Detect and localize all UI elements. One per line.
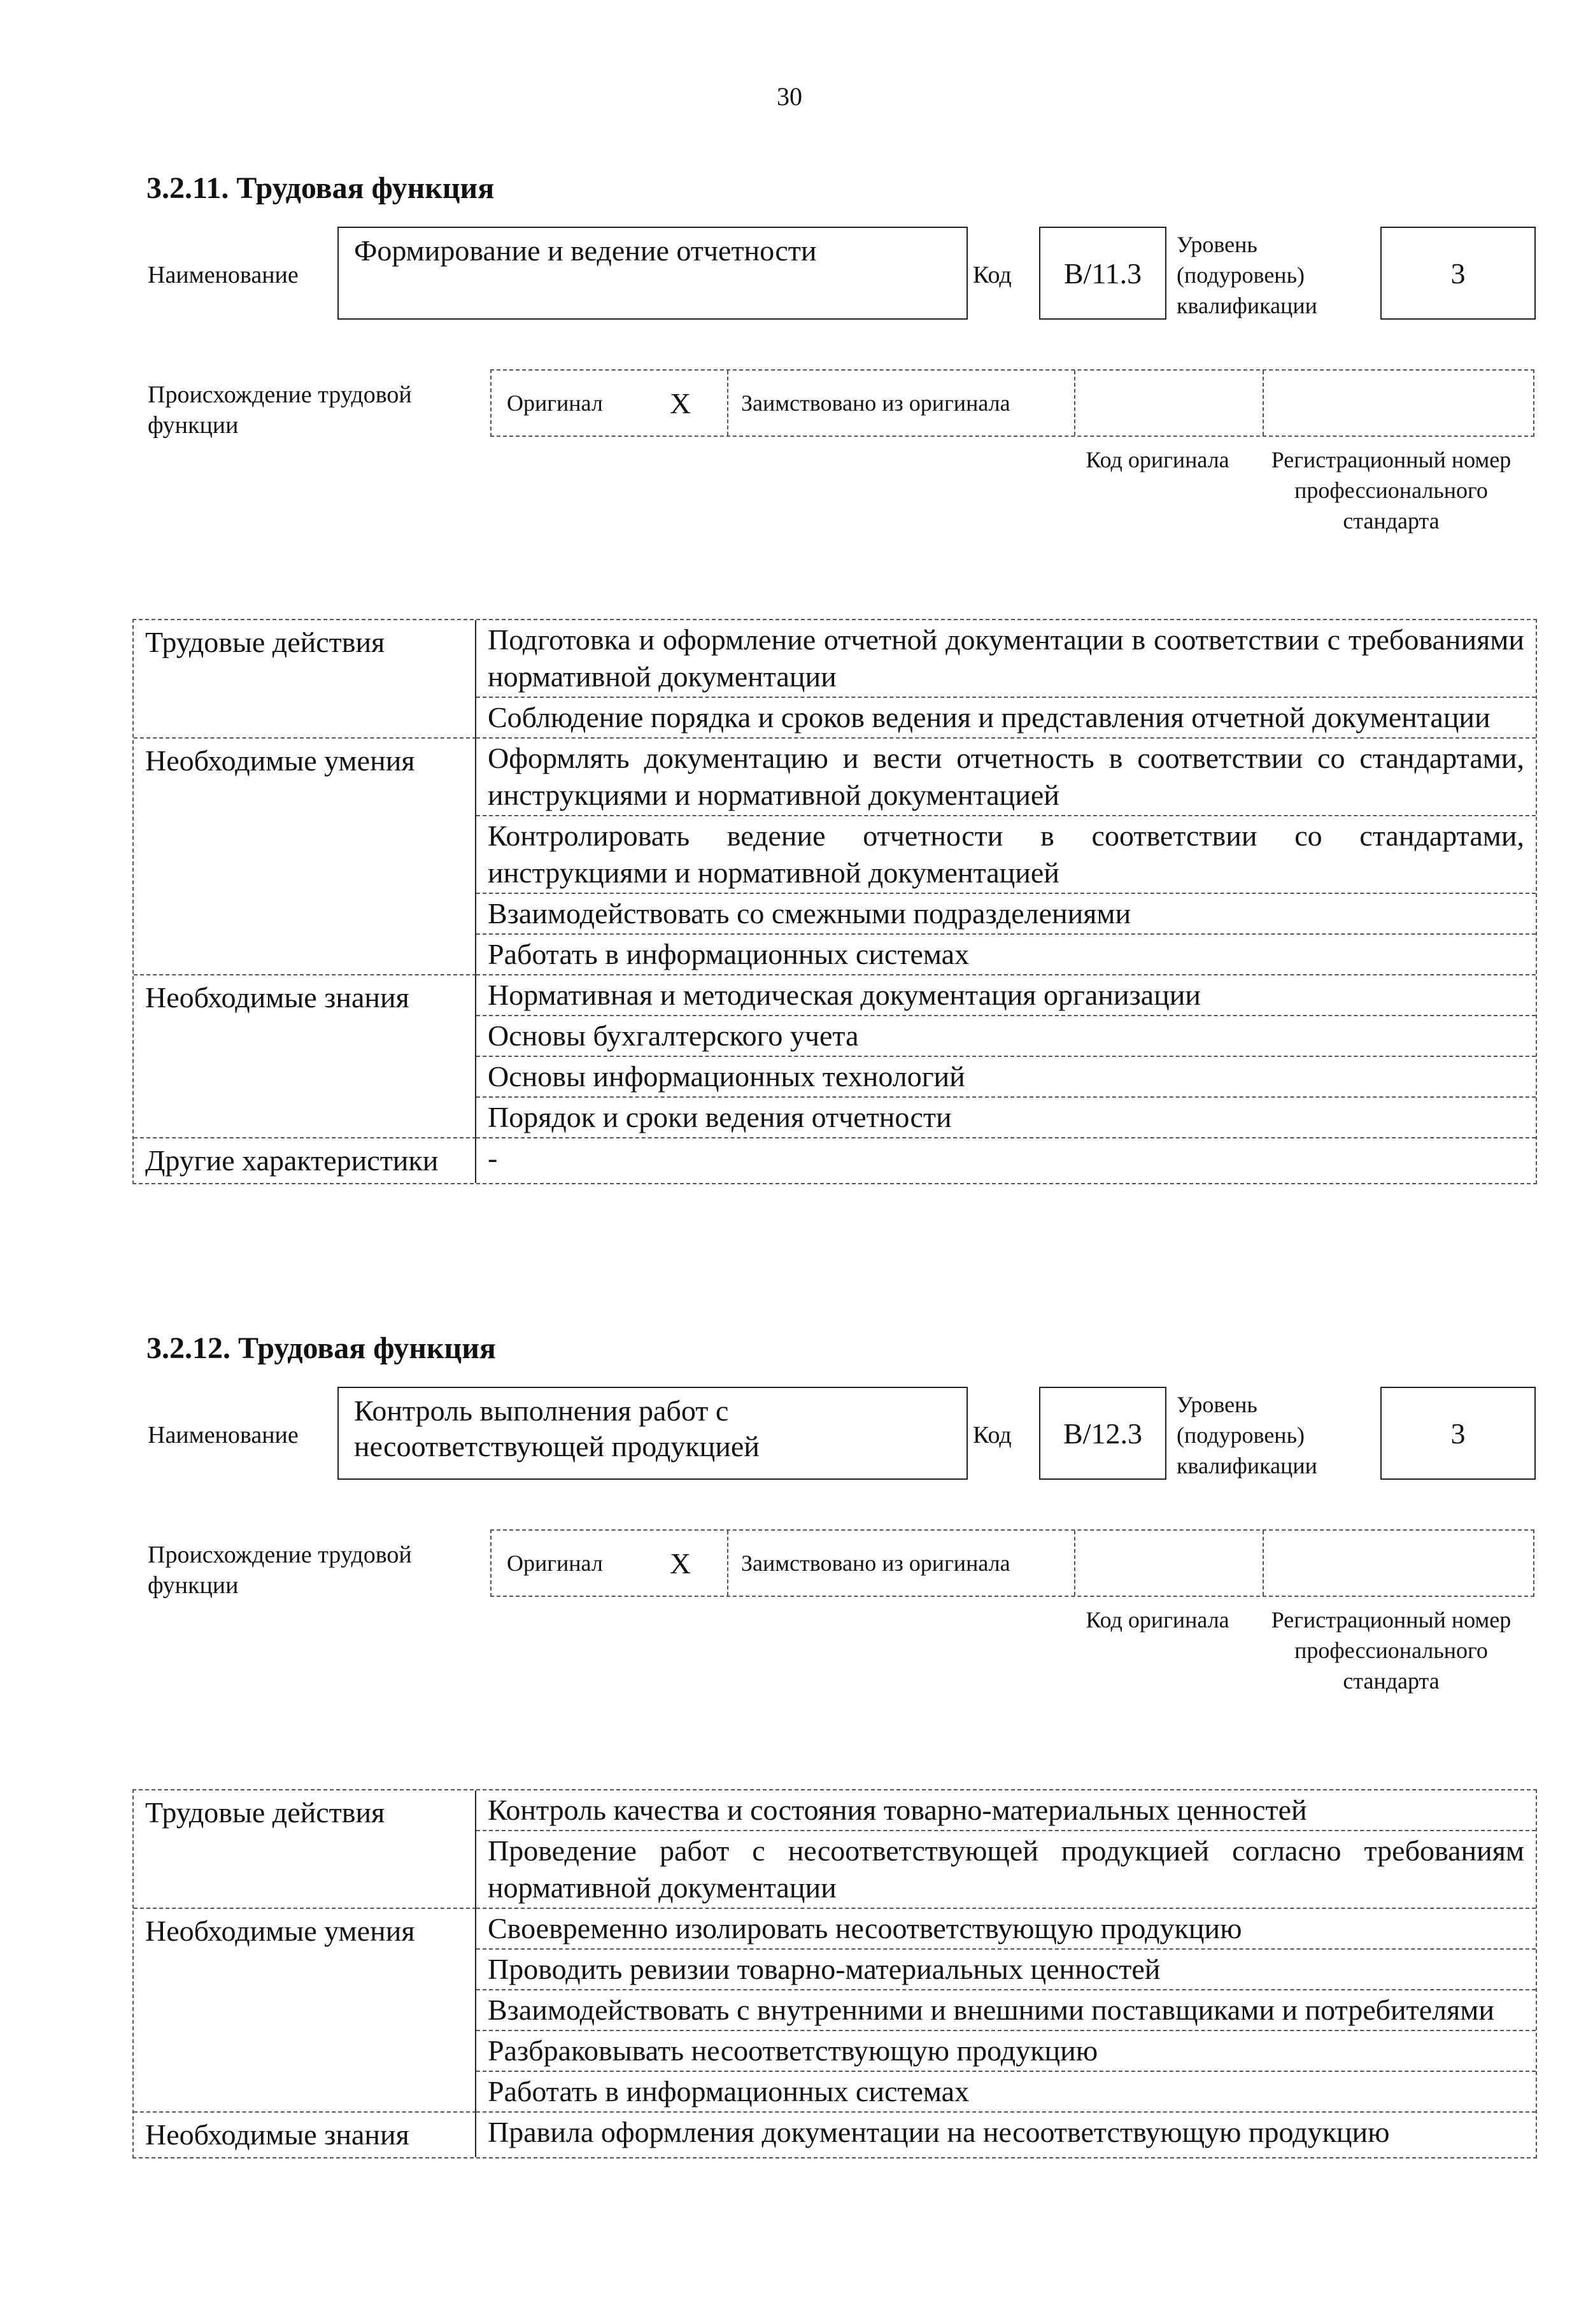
requirement-item: Взаимодействовать со смежными подразделениями [476, 894, 1536, 935]
name-field: Контроль выполнения работ с несоответствующей продукцией [337, 1387, 968, 1480]
origin-original-cell [492, 371, 728, 436]
requirement-item: Правила оформления документации на несоответствующую продукцию [488, 2116, 1390, 2148]
group-label: Другие характеристики [134, 1138, 476, 1183]
origin-reg-cell [1264, 371, 1533, 436]
origin-code-caption: Код оригинала [1086, 447, 1229, 472]
level-label: Уровень (подуровень) квалификации [1177, 232, 1317, 318]
origin-code-caption: Код оригинала [1086, 1607, 1229, 1633]
level-label: Уровень (подуровень) квалификации [1177, 1392, 1317, 1478]
origin-label: Происхождение трудовой функции [148, 381, 412, 439]
requirements-table [132, 1789, 1537, 2158]
group-label: Необходимые умения [134, 1909, 476, 2113]
labor-function-section [0, 1331, 1579, 2324]
group-label: Трудовые действия [134, 620, 476, 739]
requirement-item: Нормативная и методическая документация организации [476, 975, 1536, 1016]
requirement-item: Проведение работ с несоответствующей продукцией согласно требованиям нормативной документации [488, 1834, 1524, 1904]
origin-label: Происхождение трудовой функции [148, 1541, 412, 1599]
group-label: Необходимые знания [134, 2113, 476, 2157]
name-label: Наименование [148, 262, 299, 288]
requirement-item: Оформлять документацию и вести отчетность в соответствии со стандартами, инструкциями и нормативной документацией [476, 739, 1536, 816]
origin-original-label: Оригинал [507, 1550, 603, 1576]
requirement-item: Работать в информационных системах [488, 938, 970, 970]
requirement-item: Взаимодействовать с внутренними и внешними поставщиками и потребителями [476, 1990, 1536, 2031]
name-label: Наименование [148, 1422, 299, 1449]
requirement-item: Основы информационных технологий [476, 1057, 1536, 1098]
level-field: 3 [1380, 1387, 1536, 1480]
requirement-item: Работать в информационных системах [488, 2075, 970, 2108]
group-label: Необходимые знания [134, 975, 476, 1138]
group-items [476, 975, 1536, 1138]
group-label: Необходимые умения [134, 739, 476, 975]
code-field: В/12.3 [1039, 1387, 1166, 1480]
requirement-item: Основы бухгалтерского учета [476, 1016, 1536, 1057]
origin-table [490, 1529, 1534, 1597]
requirement-item: Проводить ревизии товарно-материальных ценностей [476, 1950, 1536, 1990]
origin-code-cell [1075, 1531, 1264, 1596]
code-label: Код [973, 1422, 1012, 1449]
origin-mark: X [670, 386, 691, 420]
requirement-item: Контроль качества и состояния товарно-материальных ценностей [476, 1790, 1536, 1831]
origin-original-cell [492, 1531, 728, 1596]
group-label: Трудовые действия [134, 1790, 476, 1909]
requirement-item: Своевременно изолировать несоответствующую продукцию [476, 1909, 1536, 1950]
level-field: 3 [1380, 227, 1536, 320]
group-items [476, 620, 1536, 739]
group-items [476, 2113, 1536, 2157]
code-label: Код [973, 262, 1012, 288]
origin-borrowed-cell: Заимствовано из оригинала [728, 371, 1075, 436]
requirement-item: Подготовка и оформление отчетной документации в соответствии с требованиями нормативной документации [476, 620, 1536, 698]
origin-table [490, 369, 1534, 437]
page-number: 30 [777, 82, 802, 111]
origin-original-label: Оригинал [507, 390, 603, 416]
requirement-item: Контролировать ведение отчетности в соответствии со стандартами, инструкциями и нормативной документацией [476, 816, 1536, 894]
group-items [476, 739, 1536, 975]
origin-mark: X [670, 1547, 691, 1580]
origin-borrowed-cell: Заимствовано из оригинала [728, 1531, 1075, 1596]
origin-code-cell [1075, 371, 1264, 436]
labor-function-section [0, 171, 1579, 1177]
name-field: Формирование и ведение отчетности [337, 227, 968, 320]
section-title: 3.2.12. Трудовая функция [146, 1331, 496, 1365]
origin-reg-caption: Регистрационный номер профессионального стандарта [1271, 1607, 1512, 1694]
origin-reg-caption: Регистрационный номер профессионального стандарта [1271, 447, 1512, 534]
group-items [476, 1138, 1536, 1183]
origin-reg-cell [1264, 1531, 1533, 1596]
requirement-item: Порядок и сроки ведения отчетности [488, 1101, 952, 1133]
requirement-item: - [488, 1142, 498, 1174]
code-field: В/11.3 [1039, 227, 1166, 320]
requirement-item: Разбраковывать несоответствующую продукцию [476, 2031, 1536, 2072]
group-items [476, 1909, 1536, 2113]
group-items [476, 1790, 1536, 1909]
requirements-table [132, 619, 1537, 1184]
requirement-item: Соблюдение порядка и сроков ведения и представления отчетной документации [488, 701, 1490, 733]
section-title: 3.2.11. Трудовая функция [146, 171, 495, 205]
